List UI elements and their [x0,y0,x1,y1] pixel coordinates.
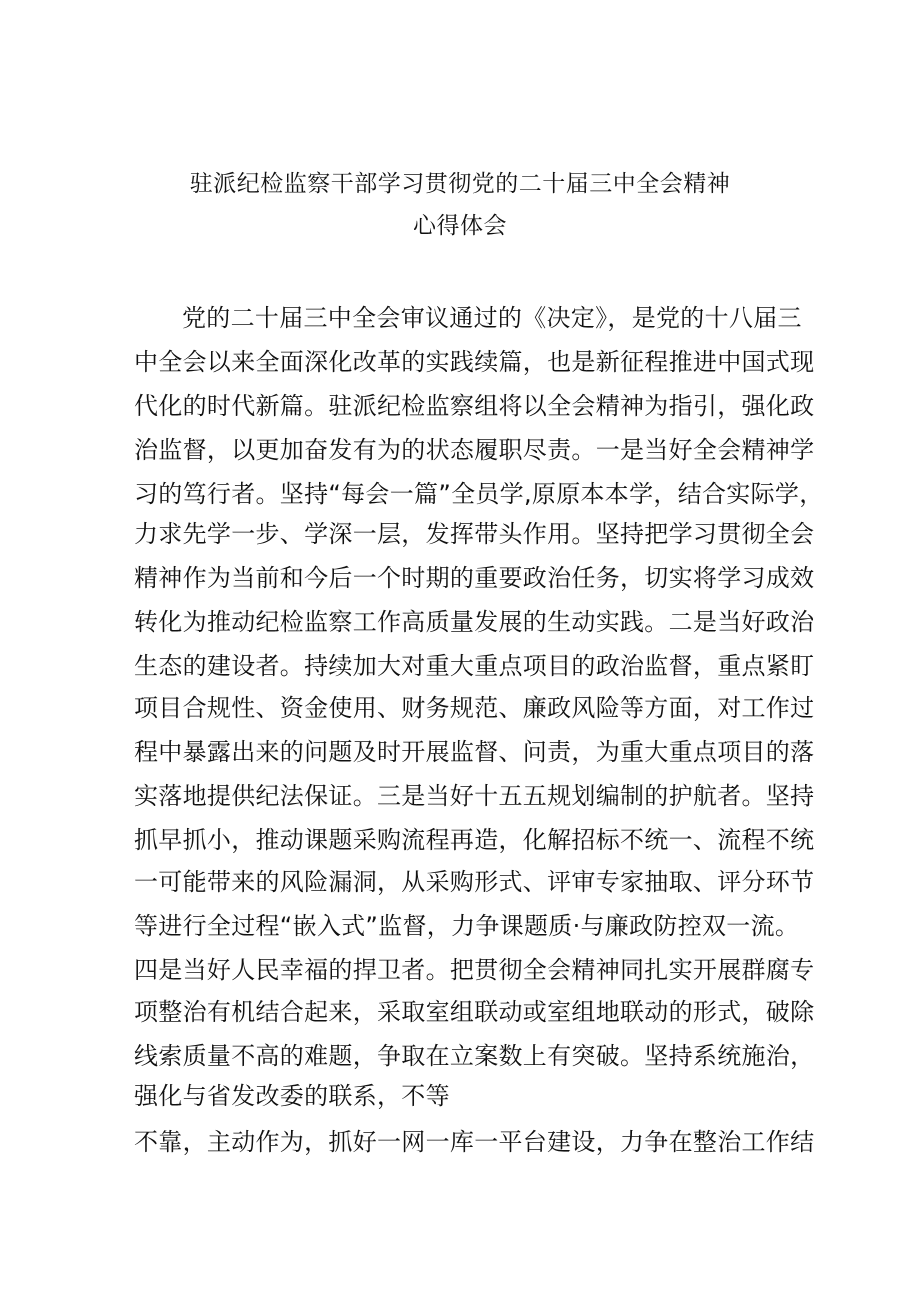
body-line-7: 精神作为当前和今后一个时期的重要政治任务，切实将学习成效 [134,564,815,592]
body-line-5: 习的笃行者。坚持“每会一篇”全员学,原原本本学，结合实际学， [134,480,824,508]
body-line-17: 项整治有机结合起来，采取室组联动或室组地联动的形式，破除 [134,998,815,1026]
body-line-9: 生态的建设者。持续加大对重大重点项目的政治监督，重点紧盯 [134,652,815,680]
body-line-3: 代化的时代新篇。驻派纪检监察组将以全会精神为指引，强化政 [134,392,815,420]
body-line-11: 程中暴露出来的问题及时开展监督、问责，为重大重点项目的落 [134,738,815,766]
body-line-4: 治监督，以更加奋发有为的状态履职尽责。一是当好全会精神学 [134,436,815,464]
body-line-2: 中全会以来全面深化改革的实践续篇，也是新征程推进中国式现 [134,348,815,376]
body-line-10: 项目合规性、资金使用、财务规范、廉政风险等方面，对工作过 [134,694,815,722]
body-line-12: 实落地提供纪法保证。三是当好十五五规划编制的护航者。坚持 [134,782,815,810]
body-line-1: 党的二十届三中全会审议通过的《决定》，是党的十八届三 [182,304,802,332]
body-line-20: 不靠，主动作为，抓好一网一库一平台建设，力争在整治工作结 [134,1128,815,1156]
document-title-line-2: 心得体会 [413,213,507,239]
body-line-14: 一可能带来的风险漏洞，从采购形式、评审专家抽取、评分环节 [134,868,815,896]
body-line-6: 力求先学一步、学深一层，发挥带头作用。坚持把学习贯彻全会 [134,520,815,548]
body-line-16: 四是当好人民幸福的捍卫者。把贯彻全会精神同扎实开展群腐专 [134,956,815,984]
body-line-15: 等进行全过程“嵌入式”监督，力争课题质·与廉政防控双一流。 [134,912,800,940]
body-line-18: 线索质量不高的难题，争取在立案数上有突破。坚持系统施治， [134,1042,815,1070]
body-line-13: 抓早抓小，推动课题采购流程再造，化解招标不统一、流程不统 [134,826,815,854]
body-line-19: 强化与省发改委的联系，不等 [134,1082,450,1110]
body-line-8: 转化为推动纪检监察工作高质量发展的生动实践。二是当好政治 [134,608,815,636]
document-title-line-1: 驻派纪检监察干部学习贯彻党的二十届三中全会精神 [189,171,731,197]
